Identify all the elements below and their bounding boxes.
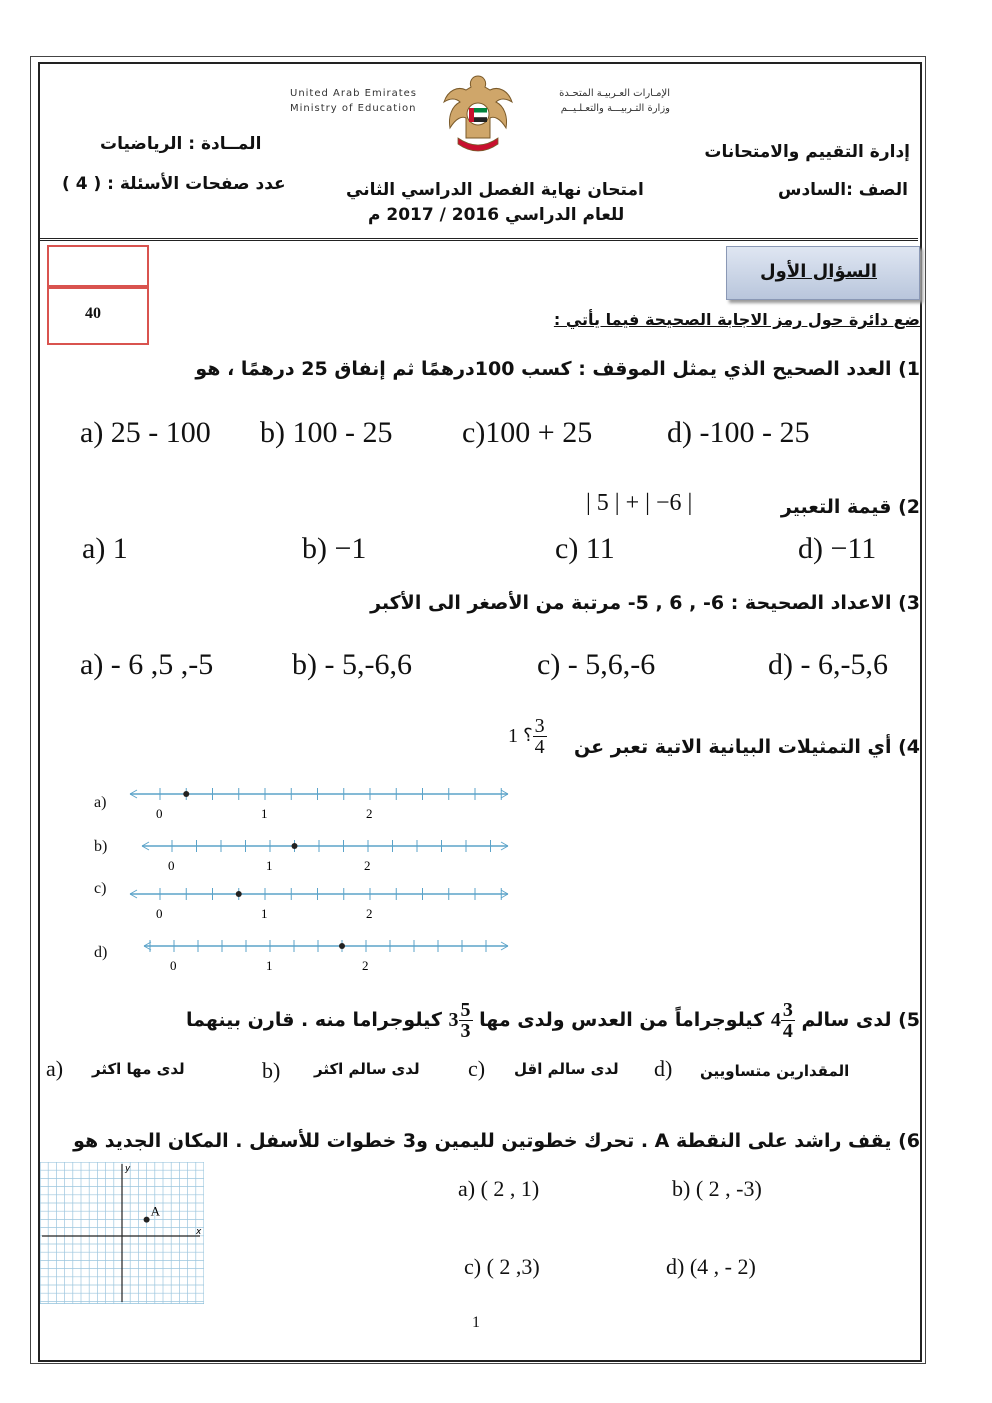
q3-option-c[interactable]: c) - 5,6,-6 [537, 648, 656, 681]
q6-coordinate-grid [40, 1162, 204, 1304]
q4-label-d[interactable]: d) [94, 944, 108, 961]
q5-option-d[interactable]: المقدارين متساويين [700, 1062, 850, 1080]
q1-option-b[interactable]: b) 100 - 25 [260, 416, 393, 449]
q2-option-b[interactable]: b) −1 [302, 532, 367, 565]
q4-label-c[interactable]: c) [94, 880, 107, 897]
pages-count: عدد صفحات الأسئلة : ( 4 ) [62, 174, 286, 194]
q5-option-c[interactable]: لدى سالم اقل [514, 1060, 619, 1078]
point-a-label: A [150, 1203, 160, 1219]
q5-w1: 4 [770, 1009, 781, 1031]
score-total-box [47, 287, 149, 345]
q3-text: 3) الاعداد الصحيحة : 6- , 6 , 5- مرتبة من الأصغر الى الأكبر [370, 592, 920, 614]
q4-label-b[interactable]: b) [94, 838, 108, 855]
number-line-tick-label: 1 [261, 906, 268, 921]
moe-ar: وزارة التـربيـــة والتعـلـيــم [560, 103, 670, 114]
number-line-tick-label: 1 [261, 806, 268, 821]
moe-en: Ministry of Education [290, 103, 417, 114]
q5-d1: 4 [782, 1020, 793, 1042]
q5-option-c-label[interactable]: c) [468, 1056, 486, 1081]
q5-option-b-label[interactable]: b) [262, 1058, 281, 1083]
q5-option-d-label[interactable]: d) [654, 1056, 673, 1081]
grade: الصف :السادس [778, 180, 908, 200]
uae-en: United Arab Emirates [290, 88, 418, 99]
q4-whole: 1 [508, 725, 518, 747]
q1-option-c[interactable]: c)100 + 25 [462, 416, 593, 449]
section-instruction: ضع دائرة حول رمز الاجابة الصحيحة فيما يأتي : [553, 310, 920, 329]
q4-text: 4) أي التمثيلات البيانية الاتية تعبر عن [574, 736, 920, 758]
q6-option-d[interactable]: d) (4 , - 2) [666, 1254, 756, 1279]
x-axis-label: x [196, 1227, 202, 1237]
q5-option-a[interactable]: لدى مها اكثر [92, 1060, 185, 1078]
academic-year: للعام الدراسي 2016 / 2017 م [368, 205, 625, 225]
score-obtained-box[interactable] [47, 245, 149, 287]
q4-num: 3 [534, 715, 545, 737]
number-line-tick-label: 0 [168, 858, 175, 873]
number-line-point [183, 791, 189, 797]
q5-option-a-label[interactable]: a) [46, 1056, 64, 1081]
q2-expression: | 5 | + | −6 | [586, 490, 693, 516]
y-axis-label: y [125, 1164, 131, 1174]
number-line-tick-label: 2 [366, 806, 373, 821]
q5-text-post: كيلوجراما منه . قارن بينهما [186, 1009, 442, 1031]
q4-den: 4 [534, 736, 545, 758]
subject: المــادة : الرياضيات [100, 134, 262, 154]
q4-number-lines [120, 780, 520, 980]
q3-option-a[interactable]: a) - 6 ,5 ,-5 [80, 648, 214, 681]
q6-text: 6) يقف راشد على النقطة A . تحرك خطوتين لليمين و3 خطوات للأسفل . المكان الجديد هو [73, 1130, 920, 1152]
exam-title: امتحان نهاية الفصل الدراسي الثاني [346, 180, 644, 200]
number-line-tick-label: 1 [266, 958, 273, 973]
number-line-tick-label: 0 [156, 806, 163, 821]
header-divider [40, 238, 918, 241]
q2-option-c[interactable]: c) 11 [555, 532, 615, 565]
q2-text: 2) قيمة التعبير [780, 496, 920, 518]
q3-option-d[interactable]: d) - 6,-5,6 [768, 648, 888, 681]
q6-option-b[interactable]: b) ( 2 , -3) [672, 1176, 762, 1201]
page-number: 1 [472, 1314, 480, 1331]
number-line-point [292, 843, 298, 849]
q1-option-d[interactable]: d) -100 - 25 [667, 416, 810, 449]
score-total: 40 [85, 305, 101, 322]
q5-option-b[interactable]: لدى سالم اكثر [314, 1060, 420, 1078]
q5-text-mid: كيلوجراماً من العدس ولدى مها [479, 1009, 765, 1031]
q4-qmark: ؟ [523, 725, 533, 745]
q5-text-pre: 5) لدى سالم [801, 1009, 920, 1031]
q5-n2: 5 [460, 999, 471, 1021]
q6-option-c[interactable]: c) ( 2 ,3) [464, 1254, 540, 1279]
number-line-point [339, 943, 345, 949]
number-line-tick-label: 0 [156, 906, 163, 921]
q5-text [186, 1000, 920, 1041]
uae-emblem-icon [438, 68, 518, 158]
number-line-tick-label: 0 [170, 958, 177, 973]
number-line-tick-label: 1 [266, 858, 273, 873]
number-line-tick-label: 2 [362, 958, 369, 973]
q5-n1: 3 [782, 999, 793, 1021]
q1-option-a[interactable]: a) 25 - 100 [80, 416, 211, 449]
number-line-tick-label: 2 [366, 906, 373, 921]
q2-option-a[interactable]: a) 1 [82, 532, 128, 565]
uae-ar: الإمـارات العـربيـة المتحـدة [559, 88, 670, 99]
number-line-tick-label: 2 [364, 858, 371, 873]
q1-text: 1) العدد الصحيح الذي يمثل الموقف : كسب 100درهمًا ثم إنفاق 25 درهمًا ، هو [195, 358, 920, 380]
section-title: السؤال الأول [760, 261, 877, 282]
department: إدارة التقييم والامتحانات [704, 142, 910, 162]
number-line-point [236, 891, 242, 897]
q2-option-d[interactable]: d) −11 [798, 532, 877, 565]
q4-label-a[interactable]: a) [94, 794, 107, 811]
q6-option-a[interactable]: a) ( 2 , 1) [458, 1176, 540, 1201]
q5-d2: 3 [460, 1020, 471, 1042]
q5-w2: 3 [448, 1009, 459, 1031]
q3-option-b[interactable]: b) - 5,-6,6 [292, 648, 412, 681]
section-title-box [726, 246, 920, 300]
q4-mixed-number [508, 716, 547, 757]
point-a [144, 1217, 150, 1223]
